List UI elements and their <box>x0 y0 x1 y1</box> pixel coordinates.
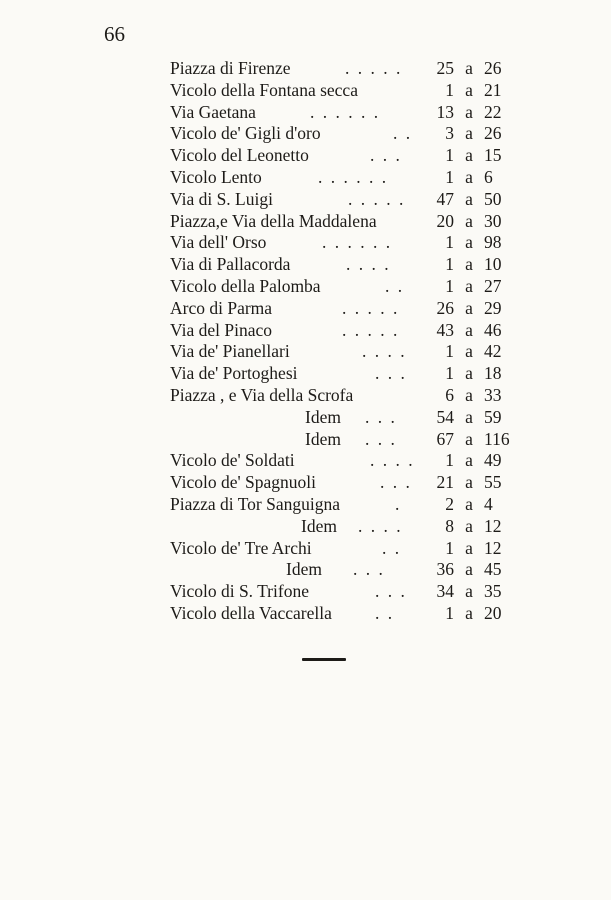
number-from: 1 <box>445 602 454 623</box>
number-from: 1 <box>445 145 454 166</box>
number-from: 1 <box>445 254 454 275</box>
range-separator: a <box>465 210 473 231</box>
number-to: 29 <box>484 297 502 318</box>
street-index-list <box>170 58 530 625</box>
number-to: 26 <box>484 123 502 144</box>
dot-leader: . . . . . <box>348 188 406 209</box>
number-to: 98 <box>484 232 502 253</box>
street-name: Vicolo della Palomba <box>170 275 321 296</box>
index-row <box>170 363 530 385</box>
dot-leader: . . <box>385 275 405 296</box>
number-from: 54 <box>436 406 454 427</box>
street-name: Arco di Parma <box>170 297 273 318</box>
end-rule <box>302 658 346 661</box>
number-from: 21 <box>436 472 454 493</box>
street-name: Vicolo de' Spagnuoli <box>170 472 316 493</box>
index-row <box>170 516 530 538</box>
index-row <box>170 450 530 472</box>
number-from: 36 <box>436 559 454 580</box>
dot-leader: . . <box>375 602 395 623</box>
number-to: 46 <box>484 319 502 340</box>
dot-leader: . . . <box>365 406 397 427</box>
number-from: 34 <box>436 581 454 602</box>
index-row <box>170 276 530 298</box>
index-row <box>170 232 530 254</box>
street-name: Vicolo de' Soldati <box>170 450 295 471</box>
range-separator: a <box>465 428 473 449</box>
street-name: Piazza di Tor Sanguigna <box>170 493 341 514</box>
index-row <box>170 298 530 320</box>
number-from: 13 <box>436 101 454 122</box>
street-name: Idem <box>286 559 322 580</box>
range-separator: a <box>465 515 473 536</box>
dot-leader: . . . . . . <box>318 166 389 187</box>
dot-leader: . . . . <box>362 341 407 362</box>
index-row <box>170 189 530 211</box>
range-separator: a <box>465 188 473 209</box>
number-from: 2 <box>445 493 454 514</box>
number-to: 22 <box>484 101 502 122</box>
street-name: Via de' Pianellari <box>170 341 290 362</box>
number-from: 1 <box>445 537 454 558</box>
range-separator: a <box>465 341 473 362</box>
index-row <box>170 538 530 560</box>
range-separator: a <box>465 581 473 602</box>
range-separator: a <box>465 101 473 122</box>
range-separator: a <box>465 254 473 275</box>
street-name: Idem <box>305 406 341 427</box>
street-name: Vicolo de' Tre Archi <box>170 537 312 558</box>
index-row <box>170 167 530 189</box>
number-from: 3 <box>445 123 454 144</box>
dot-leader: . <box>395 493 402 514</box>
number-from: 67 <box>436 428 454 449</box>
range-separator: a <box>465 559 473 580</box>
street-name: Piazza , e Via della Scrofa <box>170 384 354 405</box>
number-to: 12 <box>484 515 502 536</box>
street-name: Vicolo di S. Trifone <box>170 581 309 602</box>
number-from: 25 <box>436 58 454 78</box>
street-name: Vicolo della Vaccarella <box>170 602 332 623</box>
dot-leader: . . . <box>365 428 397 449</box>
number-from: 1 <box>445 341 454 362</box>
number-to: 49 <box>484 450 502 471</box>
number-from: 6 <box>445 384 454 405</box>
number-to: 42 <box>484 341 502 362</box>
dot-leader: . . . . . <box>345 58 403 78</box>
range-separator: a <box>465 363 473 384</box>
street-name: Vicolo del Leonetto <box>170 145 309 166</box>
range-separator: a <box>465 275 473 296</box>
street-name: Via Gaetana <box>170 101 256 122</box>
number-to: 59 <box>484 406 502 427</box>
number-to: 30 <box>484 210 502 231</box>
index-row <box>170 145 530 167</box>
number-from: 1 <box>445 450 454 471</box>
number-to: 50 <box>484 188 502 209</box>
number-to: 116 <box>484 428 510 449</box>
number-from: 1 <box>445 79 454 100</box>
number-to: 27 <box>484 275 502 296</box>
number-to: 20 <box>484 602 502 623</box>
range-separator: a <box>465 145 473 166</box>
index-row <box>170 320 530 342</box>
number-to: 33 <box>484 384 502 405</box>
number-to: 6 <box>484 166 493 187</box>
street-name: Vicolo de' Gigli d'oro <box>170 123 321 144</box>
index-row <box>170 102 530 124</box>
page-number: 66 <box>104 22 125 46</box>
number-from: 1 <box>445 232 454 253</box>
range-separator: a <box>465 319 473 340</box>
index-row <box>170 80 530 102</box>
dot-leader: . . . . <box>370 450 415 471</box>
number-to: 21 <box>484 79 502 100</box>
street-name: Vicolo Lento <box>170 166 262 187</box>
number-to: 26 <box>484 58 502 78</box>
index-row <box>170 494 530 516</box>
dot-leader: . . . . . <box>342 297 400 318</box>
range-separator: a <box>465 384 473 405</box>
dot-leader: . . . <box>370 145 402 166</box>
range-separator: a <box>465 493 473 514</box>
number-to: 35 <box>484 581 502 602</box>
number-to: 55 <box>484 472 502 493</box>
number-to: 18 <box>484 363 502 384</box>
dot-leader: . . . . . . <box>322 232 393 253</box>
number-to: 15 <box>484 145 502 166</box>
index-row <box>170 123 530 145</box>
number-to: 10 <box>484 254 502 275</box>
index-row <box>170 58 530 80</box>
range-separator: a <box>465 123 473 144</box>
street-name: Via di S. Luigi <box>170 188 273 209</box>
number-to: 4 <box>484 493 493 514</box>
range-separator: a <box>465 406 473 427</box>
index-row <box>170 341 530 363</box>
index-row <box>170 559 530 581</box>
street-name: Piazza,e Via della Maddalena <box>170 210 377 231</box>
number-from: 1 <box>445 275 454 296</box>
dot-leader: . . . . <box>346 254 391 275</box>
range-separator: a <box>465 297 473 318</box>
dot-leader: . . . <box>353 559 385 580</box>
range-separator: a <box>465 537 473 558</box>
range-separator: a <box>465 602 473 623</box>
index-row <box>170 472 530 494</box>
index-row <box>170 385 530 407</box>
dot-leader: . . . <box>380 472 412 493</box>
number-from: 8 <box>445 515 454 536</box>
range-separator: a <box>465 232 473 253</box>
number-to: 45 <box>484 559 502 580</box>
street-name: Via del Pinaco <box>170 319 272 340</box>
number-from: 1 <box>445 166 454 187</box>
range-separator: a <box>465 166 473 187</box>
number-from: 47 <box>436 188 454 209</box>
dot-leader: . . . . . . <box>310 101 381 122</box>
number-from: 1 <box>445 363 454 384</box>
dot-leader: . . . . <box>358 515 403 536</box>
index-row <box>170 429 530 451</box>
number-from: 20 <box>436 210 454 231</box>
range-separator: a <box>465 472 473 493</box>
index-row <box>170 603 530 625</box>
index-row <box>170 581 530 603</box>
dot-leader: . . . <box>375 363 407 384</box>
range-separator: a <box>465 58 473 78</box>
street-name: Idem <box>305 428 341 449</box>
street-name: Via di Pallacorda <box>170 254 291 275</box>
street-name: Vicolo della Fontana secca <box>170 79 358 100</box>
range-separator: a <box>465 450 473 471</box>
range-separator: a <box>465 79 473 100</box>
dot-leader: . . . <box>375 581 407 602</box>
street-name: Idem <box>301 515 337 536</box>
index-row <box>170 211 530 233</box>
dot-leader: . . <box>393 123 413 144</box>
street-name: Via dell' Orso <box>170 232 267 253</box>
index-row <box>170 407 530 429</box>
dot-leader: . . <box>382 537 402 558</box>
number-from: 43 <box>436 319 454 340</box>
number-from: 26 <box>436 297 454 318</box>
dot-leader: . . . . . <box>342 319 400 340</box>
street-name: Piazza di Firenze <box>170 58 291 78</box>
number-to: 12 <box>484 537 502 558</box>
index-row <box>170 254 530 276</box>
street-name: Via de' Portoghesi <box>170 363 298 384</box>
